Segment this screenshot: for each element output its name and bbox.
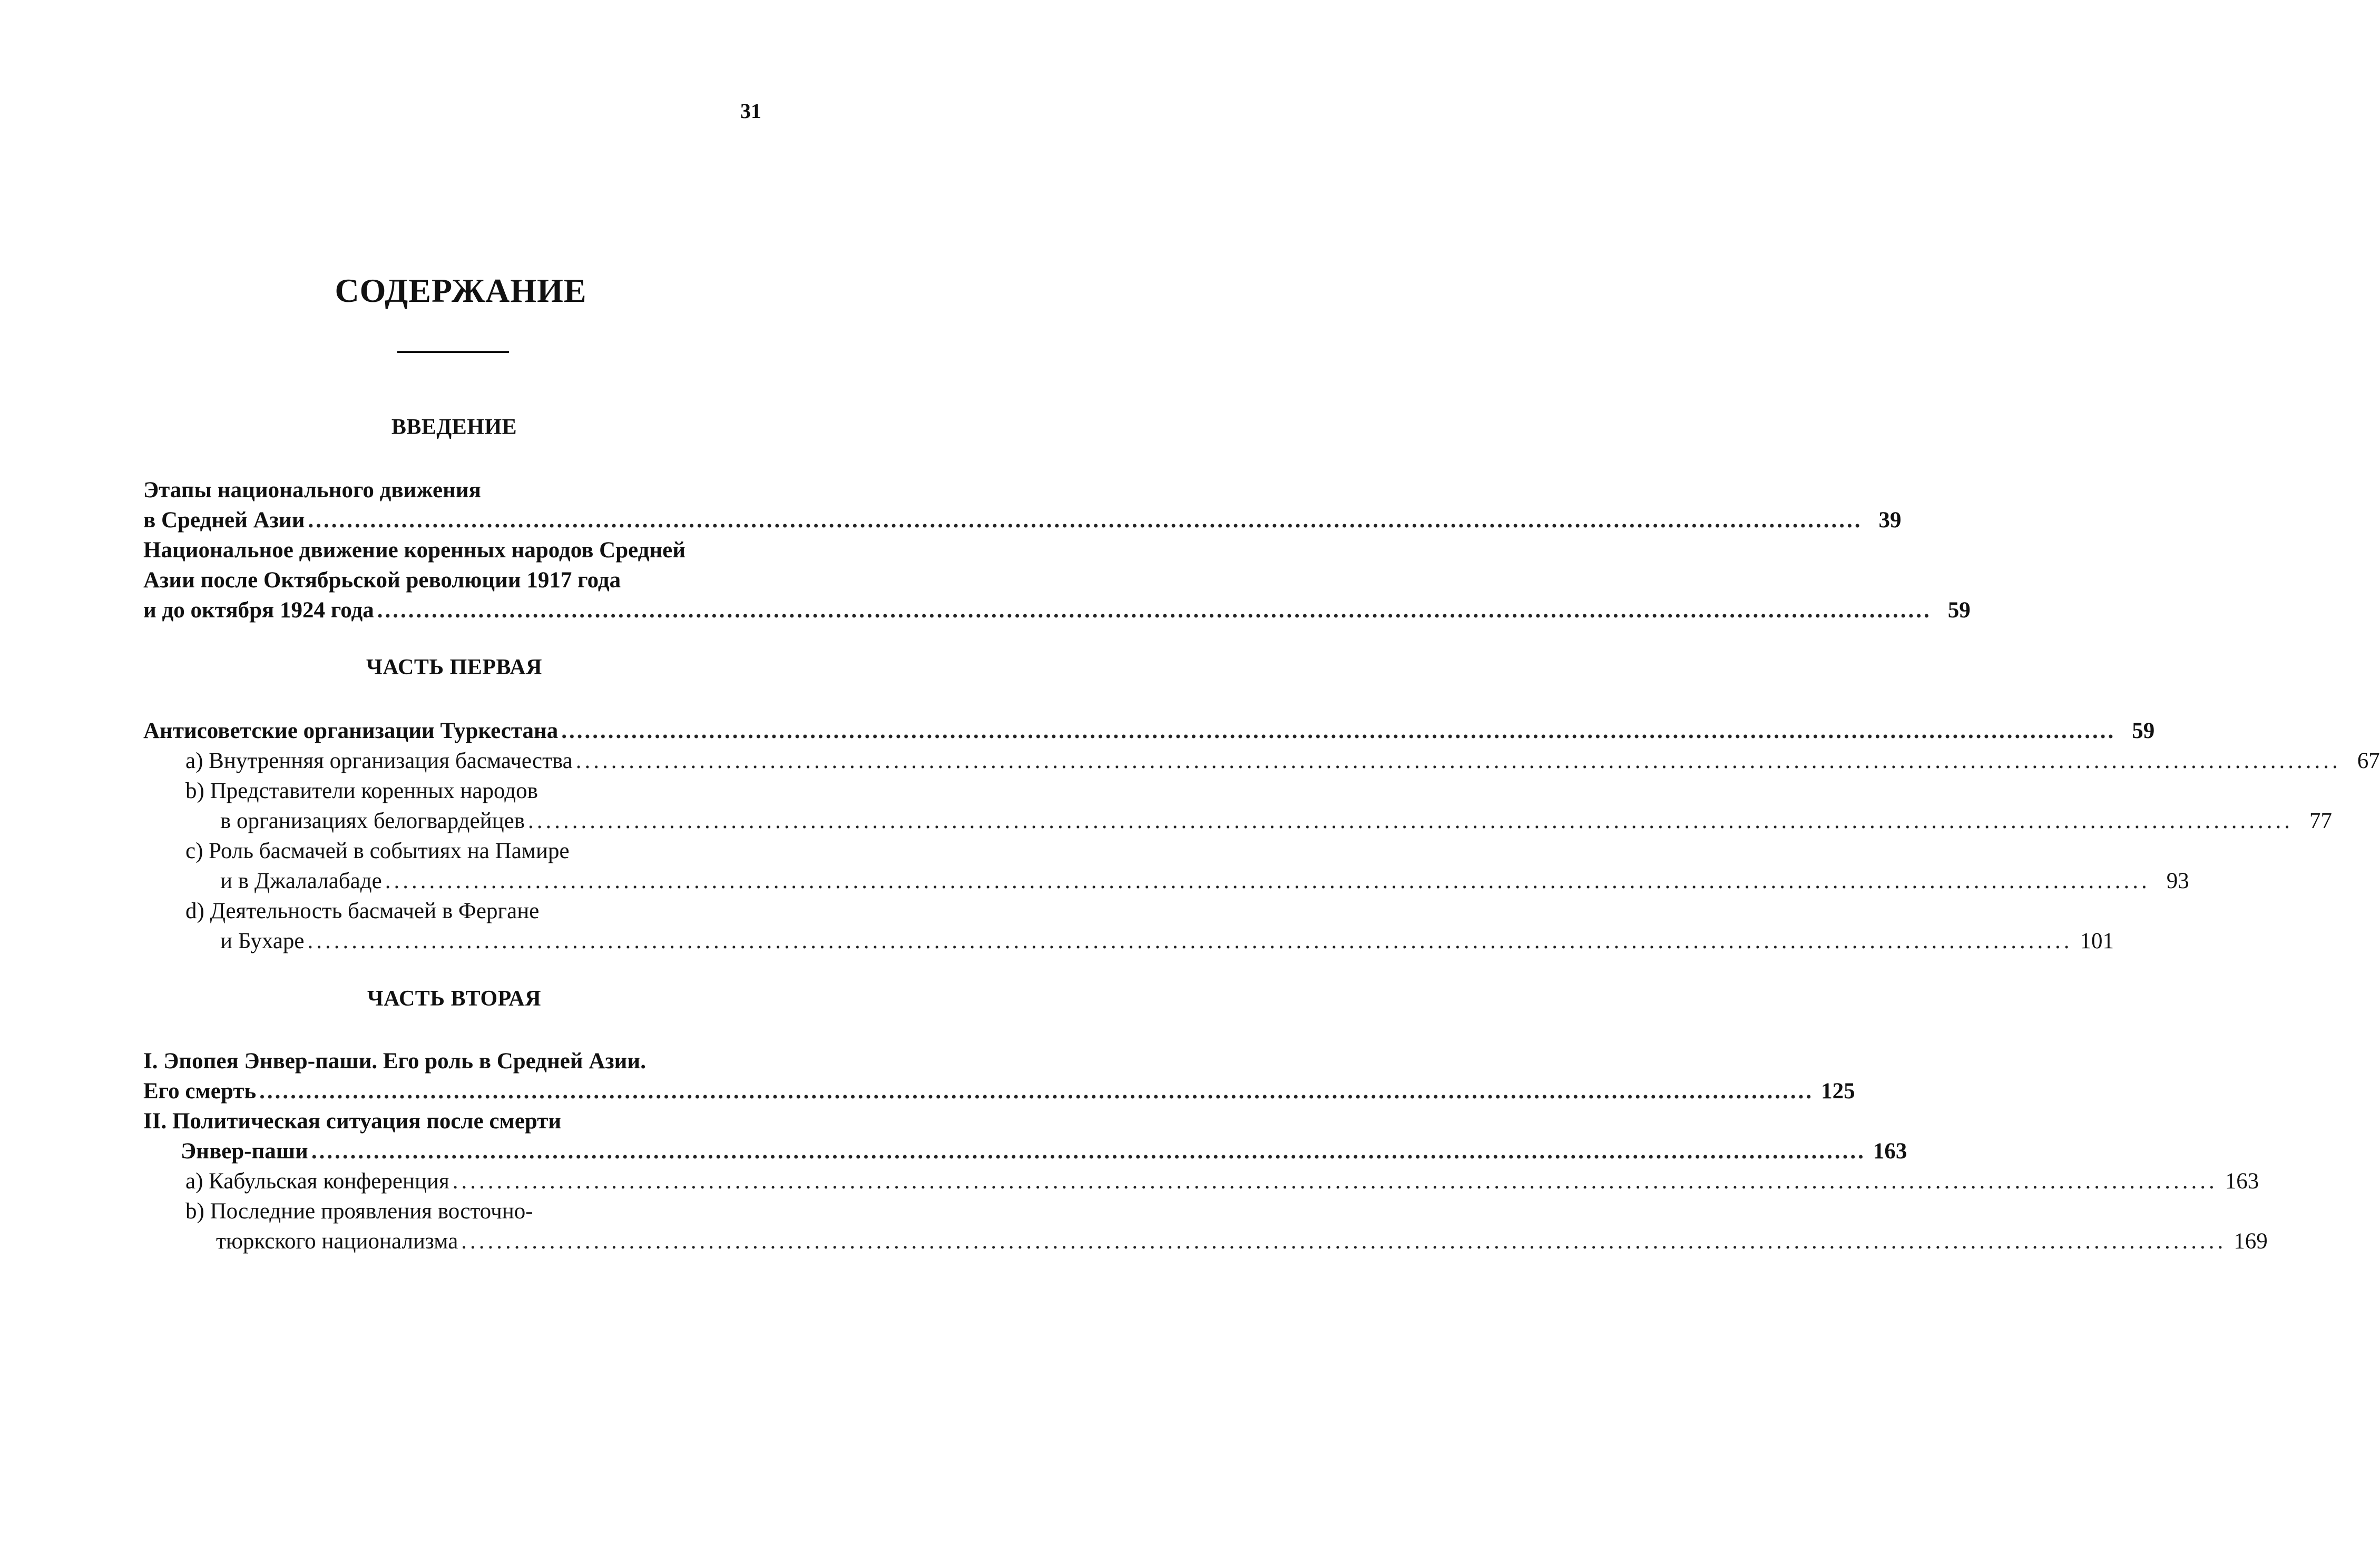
- leader-dots: ........................................................................................................................................................................................................: [452, 1169, 2218, 1194]
- toc-entry-text: a) Кабульская конференция: [185, 1169, 449, 1194]
- toc-page-number: 59: [2132, 719, 2155, 743]
- leader-dots: ........................................................................................................................................................................................................: [308, 508, 1863, 533]
- toc-entry-text: d) Деятельность басмачей в Фергане: [185, 899, 540, 923]
- toc-page-number: 125: [1821, 1079, 1855, 1104]
- leader-dots: ........................................................................................................................................................................................................: [377, 598, 1932, 623]
- toc-entry-text: b) Последние проявления восточно-: [185, 1199, 533, 1224]
- toc-entry[interactable]: [185, 746, 2380, 776]
- leader-dots: ........................................................................................................................................................................................................: [311, 1139, 1866, 1164]
- toc-entry-text: Антисоветские организации Туркестана: [143, 719, 559, 743]
- leader-dots: ........................................................................................................................................................................................................: [259, 1079, 1814, 1104]
- toc-entry[interactable]: [143, 1076, 1855, 1107]
- toc-page-number: 93: [2166, 869, 2189, 893]
- toc-entry-text: I. Эпопея Энвер-паши. Его роль в Средней Азии.: [143, 1049, 646, 1074]
- toc-page-number: 77: [2309, 809, 2333, 833]
- toc-entry[interactable]: [143, 505, 1902, 536]
- toc-line: [143, 1106, 761, 1137]
- toc-entry[interactable]: [220, 866, 2189, 897]
- leader-dots: ........................................................................................................................................................................................................: [461, 1229, 2227, 1254]
- toc-line: [185, 1196, 761, 1227]
- toc-entry-text: Национальное движение коренных народов Средней: [143, 538, 686, 563]
- toc-entry-text: Его смерть: [143, 1079, 257, 1104]
- toc-entry[interactable]: [143, 716, 2155, 746]
- toc-entry[interactable]: [220, 806, 2333, 836]
- toc-line: [143, 1046, 761, 1077]
- leader-dots: ........................................................................................................................................................................................................: [528, 809, 2294, 833]
- toc-entry-text: тюркского национализма: [216, 1229, 458, 1254]
- toc-entry[interactable]: [181, 1136, 1907, 1167]
- toc-page-number: 59: [1947, 598, 1971, 623]
- toc-line: [143, 565, 761, 596]
- toc-entry-text: и в Джалалабаде: [220, 869, 382, 893]
- toc-line: [143, 475, 761, 506]
- section-heading-intro: ВВЕДЕНИЕ: [391, 415, 517, 439]
- leader-dots: ........................................................................................................................................................................................................: [385, 869, 2150, 893]
- toc-entry-text: в Средней Азии: [143, 508, 305, 533]
- toc-entry-text: Азии после Октябрьской революции 1917 года: [143, 568, 621, 593]
- toc-entry[interactable]: [185, 1166, 2259, 1197]
- toc-line: [185, 776, 761, 806]
- title-rule: [397, 351, 509, 353]
- section-heading-part-one: ЧАСТЬ ПЕРВАЯ: [366, 655, 543, 680]
- page-title: СОДЕРЖАНИЕ: [335, 272, 587, 309]
- toc-entry[interactable]: [143, 595, 1971, 626]
- toc-entry-text: a) Внутренняя организация басмачества: [185, 749, 573, 773]
- toc-entry-text: c) Роль басмачей в событиях на Памире: [185, 839, 570, 863]
- toc-line: [185, 836, 761, 867]
- toc-line: [143, 535, 761, 566]
- toc-entry-text: II. Политическая ситуация после смерти: [143, 1109, 562, 1134]
- toc-entry-text: и до октября 1924 года: [143, 598, 374, 623]
- toc-entry[interactable]: [216, 1226, 2268, 1257]
- leader-dots: ........................................................................................................................................................................................................: [307, 929, 2073, 953]
- toc-page-number: 163: [2225, 1169, 2259, 1194]
- toc-page-number: 169: [2234, 1229, 2268, 1254]
- toc-entry-text: Энвер-паши: [181, 1139, 308, 1164]
- toc-page-number: 39: [1878, 508, 1902, 533]
- toc-page-number: 67: [2357, 749, 2380, 773]
- section-heading-part-two: ЧАСТЬ ВТОРАЯ: [367, 987, 542, 1011]
- toc-entry[interactable]: [220, 926, 2114, 957]
- toc-entry-text: в организациях белогвардейцев: [220, 809, 525, 833]
- toc-entry-text: Этапы национального движения: [143, 478, 481, 503]
- toc-page-number: 163: [1873, 1139, 1907, 1164]
- page-number: 31: [740, 99, 761, 123]
- toc-line: [185, 896, 761, 927]
- toc-entry-text: и Бухаре: [220, 929, 305, 953]
- toc-entry-text: b) Представители коренных народов: [185, 779, 538, 803]
- toc-page-number: 101: [2080, 929, 2114, 953]
- leader-dots: ........................................................................................................................................................................................................: [561, 719, 2116, 743]
- leader-dots: ........................................................................................................................................................................................................: [575, 749, 2341, 773]
